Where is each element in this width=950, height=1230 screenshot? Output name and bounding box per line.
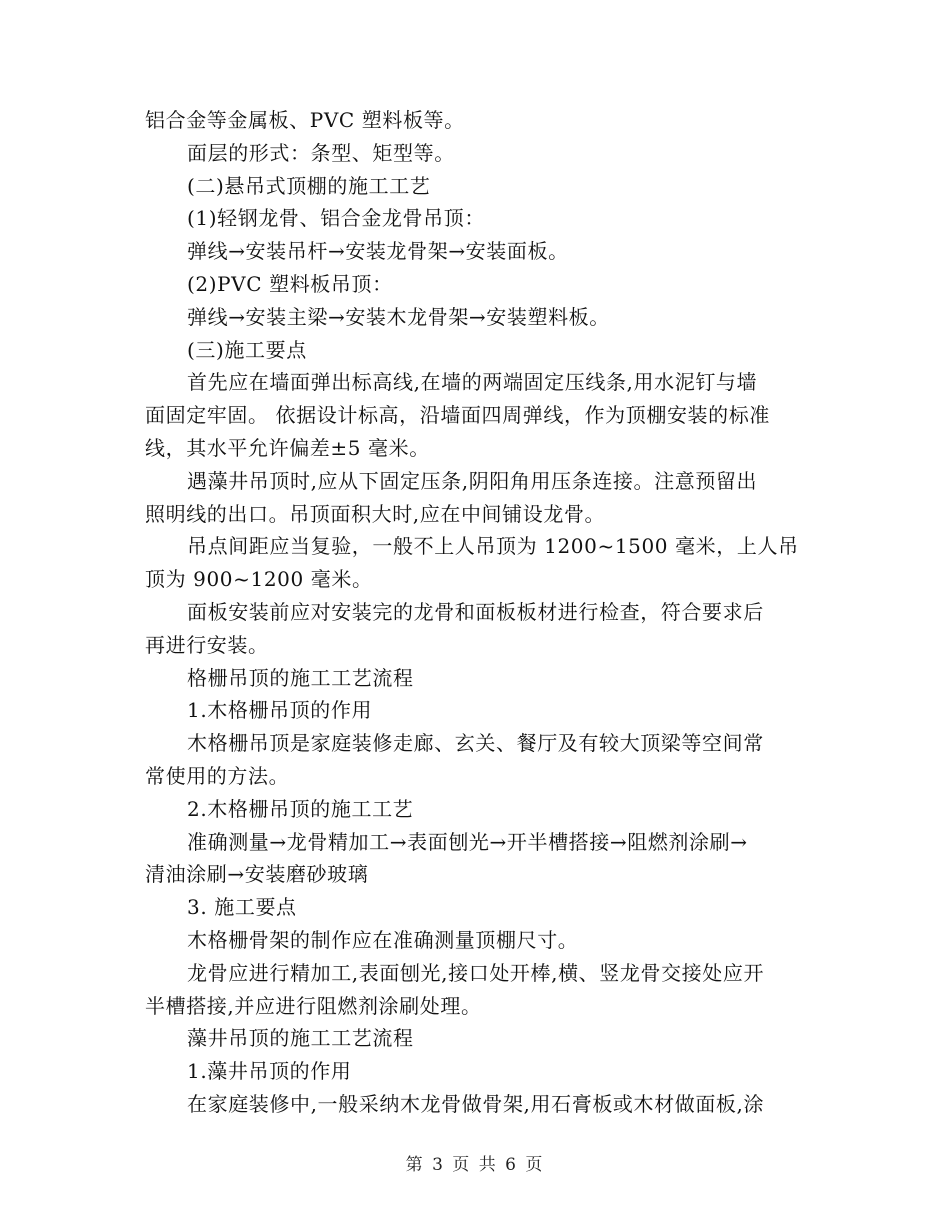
text-line: 铝合金等金属板、PVC 塑料板等。 bbox=[145, 108, 465, 132]
text-line: 弹线→安装主梁→安装木龙骨架→安装塑料板。 bbox=[187, 304, 610, 329]
text-line: (1)轻钢龙骨、铝合金龙骨吊顶： bbox=[187, 206, 485, 231]
text-line: (三)施工要点 bbox=[187, 337, 307, 362]
text-line: 常使用的方法。 bbox=[145, 763, 290, 788]
text-line: 再进行安装。 bbox=[145, 632, 269, 657]
text-line: 半槽搭接,并应进行阻燃剂涂刷处理。 bbox=[145, 993, 482, 1018]
text-line: 1.藻井吊顶的作用 bbox=[187, 1059, 352, 1084]
text-line: 弹线→安装吊杆→安装龙骨架→安装面板。 bbox=[187, 239, 569, 264]
text-line: 1.木格栅吊顶的作用 bbox=[187, 698, 373, 723]
text-line: (二)悬吊式顶棚的施工工艺 bbox=[187, 173, 431, 198]
text-line: 面板安装前应对安装完的龙骨和面板板材进行检查，符合要求后 bbox=[187, 599, 764, 624]
text-line: 2.木格栅吊顶的施工工艺 bbox=[187, 796, 414, 821]
document-body bbox=[145, 104, 805, 1121]
text-line: 吊点间距应当复验，一般不上人吊顶为 1200~1500 毫米，上人吊 bbox=[187, 534, 799, 559]
text-line: 藻井吊顶的施工工艺流程 bbox=[187, 1026, 414, 1051]
text-line: 遇藻井吊顶时,应从下固定压条,阴阳角用压条连接。注意预留出 bbox=[187, 468, 758, 493]
text-line: 清油涂刷→安装磨砂玻璃 bbox=[145, 862, 369, 887]
page-footer: 第 3 页 共 6 页 bbox=[405, 1155, 545, 1175]
text-line: (2)PVC 塑料板吊顶： bbox=[187, 271, 393, 296]
text-line: 照明线的出口。吊顶面积大时,应在中间铺设龙骨。 bbox=[145, 501, 606, 526]
text-line: 面层的形式：条型、矩型等。 bbox=[187, 140, 455, 165]
text-line: 线，其水平允许偏差±5 毫米。 bbox=[145, 435, 430, 460]
text-line: 首先应在墙面弹出标高线,在墙的两端固定压线条,用水泥钉与墙 bbox=[187, 370, 758, 395]
text-line: 格栅吊顶的施工工艺流程 bbox=[187, 665, 414, 690]
text-line: 木格栅吊顶是家庭装修走廊、玄关、餐厅及有较大顶梁等空间常 bbox=[187, 731, 764, 756]
text-line: 龙骨应进行精加工,表面刨光,接口处开棒,横、竖龙骨交接处应开 bbox=[187, 960, 765, 985]
text-line: 3. 施工要点 bbox=[187, 895, 297, 920]
text-line: 准确测量→龙骨精加工→表面刨光→开半槽搭接→阻燃剂涂刷→ bbox=[187, 829, 748, 854]
text-line: 面固定牢固。 依据设计标高，沿墙面四周弹线，作为顶棚安装的标准 bbox=[145, 403, 770, 428]
text-line: 木格栅骨架的制作应在准确测量顶棚尺寸。 bbox=[187, 927, 579, 952]
text-line: 在家庭装修中,一般采纳木龙骨做骨架,用石膏板或木材做面板,涂 bbox=[187, 1091, 765, 1116]
text-line: 顶为 900~1200 毫米。 bbox=[145, 567, 373, 592]
